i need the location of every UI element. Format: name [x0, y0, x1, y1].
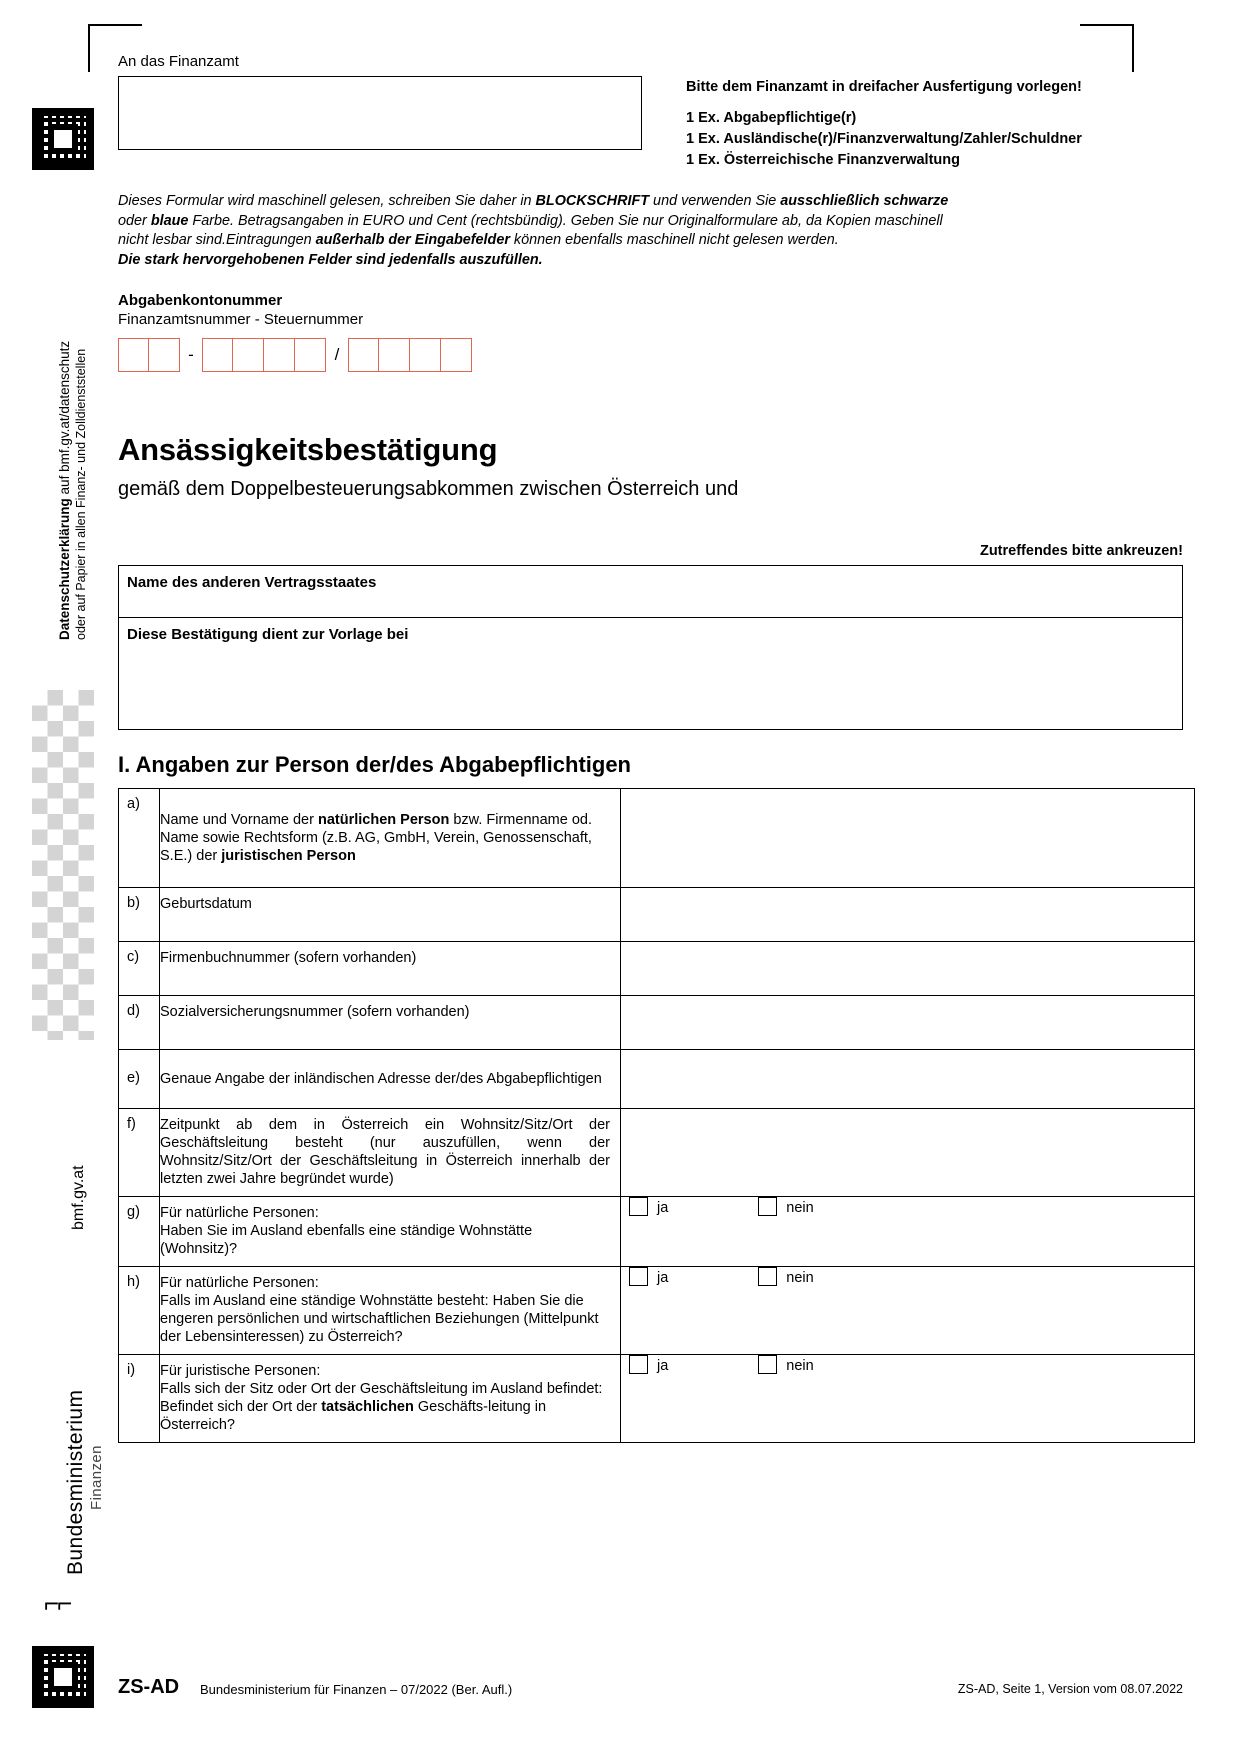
digit-cell[interactable] [348, 338, 379, 372]
steuernummer-group-1[interactable] [202, 338, 326, 372]
section-heading: I. Angaben zur Person der/des Abgabepflichtigen [118, 752, 631, 777]
contracting-state-label: Name des anderen Vertragsstaates [127, 574, 377, 591]
row-input[interactable] [621, 1050, 1195, 1109]
row-letter: e) [119, 1050, 160, 1109]
checker-strip [32, 690, 94, 1040]
row-letter: b) [119, 888, 160, 942]
checkbox-nein-label: nein [786, 1270, 814, 1286]
note-text: nicht lesbar sind.Eintragungen [118, 232, 316, 248]
row-letter: d) [119, 996, 160, 1050]
checkbox-nein[interactable] [758, 1355, 777, 1374]
table-row [119, 942, 1195, 996]
copy-item: 1 Ex. Abgabepflichtige(r) [686, 110, 857, 126]
note-text: Dieses Formular wird maschinell gelesen, schreiben Sie daher in [118, 193, 536, 209]
note-bold: Die stark hervorgehobenen Felder sind jedenfalls auszufüllen. [118, 251, 543, 268]
corner-mark-top-right [1080, 24, 1134, 72]
privacy-label: Datenschutzerklärung [57, 498, 72, 640]
row-label: Sozialversicherungsnummer (sofern vorhanden) [160, 996, 621, 1050]
copies-title: Bitte dem Finanzamt in dreifacher Ausfertigung vorlegen! [686, 79, 1082, 95]
row-input[interactable] [621, 789, 1195, 888]
note-text: oder [118, 212, 151, 229]
note-text: und verwenden Sie [649, 193, 781, 209]
contracting-state-field[interactable] [118, 565, 1183, 618]
note-bold: außerhalb der Eingabefelder [315, 232, 510, 248]
ministry-name-vertical: Bundesministerium [64, 1389, 87, 1575]
digit-cell[interactable] [410, 338, 441, 372]
finanzamt-label: An das Finanzamt [118, 53, 239, 70]
label-bold: natürlichen Person [317, 812, 450, 828]
checkbox-nein-label: nein [786, 1358, 814, 1374]
checkbox-nein[interactable] [758, 1267, 777, 1286]
table-row [119, 1267, 1195, 1355]
bmf-url-vertical: bmf.gv.at [70, 1165, 87, 1230]
copy-item: 1 Ex. Österreichische Finanzverwaltung [686, 152, 960, 168]
row-letter: c) [119, 942, 160, 996]
label-line: Falls im Ausland eine ständige Wohnstätte besteht: Haben Sie die engeren persönlichen und wirtschaftlichen Beziehungen (Mittelpunkt der Lebensinteressen) zu Österreich? [160, 1293, 599, 1345]
page-subtitle: gemäß dem Doppelbesteuerungsabkommen zwischen Österreich und [118, 478, 739, 500]
checkbox-nein-label: nein [786, 1200, 814, 1216]
privacy-url: auf bmf.gv.at/datenschutz [57, 340, 72, 499]
digit-cell[interactable] [441, 338, 472, 372]
label-text: Name und Vorname der [160, 812, 318, 828]
label-line: Für natürliche Personen: [160, 1205, 319, 1221]
table-row [119, 1197, 1195, 1267]
row-input[interactable] [621, 888, 1195, 942]
ministry-dept-vertical: Finanzen [88, 1445, 105, 1510]
checkbox-ja-label: ja [657, 1200, 669, 1216]
table-row [119, 996, 1195, 1050]
checkbox-nein[interactable] [758, 1197, 777, 1216]
label-text: Falls sich der Sitz oder Ort der Geschäftsleitung im Ausland befindet: Befindet sich der Ort der [160, 1381, 603, 1415]
digit-cell[interactable] [149, 338, 180, 372]
checkbox-ja[interactable] [629, 1355, 648, 1374]
checkbox-ja-label: ja [657, 1270, 669, 1286]
row-label [160, 1197, 621, 1267]
table-row [119, 789, 1195, 888]
row-label: Firmenbuchnummer (sofern vorhanden) [160, 942, 621, 996]
row-letter: i) [119, 1355, 160, 1443]
digit-cell[interactable] [233, 338, 264, 372]
page-title: Ansässigkeitsbestätigung [118, 432, 498, 467]
row-input[interactable] [621, 942, 1195, 996]
separator-slash: / [334, 345, 340, 364]
purpose-field[interactable] [118, 618, 1183, 730]
digit-cell[interactable] [379, 338, 410, 372]
label-bold: juristischen Person [221, 848, 356, 864]
form-version: ZS-AD, Seite 1, Version vom 08.07.2022 [957, 1682, 1183, 1696]
table-row [119, 1109, 1195, 1197]
note-text: können ebenfalls maschinell nicht gelesen werden. [509, 232, 839, 248]
label-line: Haben Sie im Ausland ebenfalls eine ständige Wohnstätte (Wohnsitz)? [160, 1223, 533, 1257]
account-number-title: Abgabenkontonummer [118, 292, 283, 309]
copy-item: 1 Ex. Ausländische(r)/Finanzverwaltung/Zahler/Schuldner [686, 131, 1082, 147]
row-label: Zeitpunkt ab dem in Österreich ein Wohnsitz/Sitz/Ort der Geschäftsleitung besteht (nur auszufüllen, wenn der Wohnsitz/Sitz/Ort der Geschäftsleitung in Österreich innerhalb der letzten zwei Jahre begründet wurde) [160, 1109, 621, 1197]
row-yesno [621, 1267, 1195, 1355]
digit-cell[interactable] [295, 338, 326, 372]
row-label: Genaue Angabe der inländischen Adresse der/des Abgabepflichtigen [160, 1050, 621, 1109]
table-row [119, 1050, 1195, 1109]
table-row [119, 1355, 1195, 1443]
digit-cell[interactable] [202, 338, 233, 372]
privacy-notice-vertical [57, 341, 89, 640]
purpose-label: Diese Bestätigung dient zur Vorlage bei [127, 626, 409, 643]
person-details-table [118, 788, 1195, 1443]
account-number-fields [118, 338, 472, 372]
label-line [160, 1380, 610, 1434]
row-input[interactable] [621, 1109, 1195, 1197]
note-bold: blaue [150, 212, 189, 229]
qr-code-icon [32, 108, 94, 170]
row-label [160, 1267, 621, 1355]
copies-note [686, 77, 1082, 171]
row-letter: f) [119, 1109, 160, 1197]
label-text: bzw. Firmenname od. Name sowie Rechtsform (z.B. AG, GmbH, Verein, Genossenschaft, S.E.) der [160, 812, 592, 864]
label-text: Geschäfts-leitung in Österreich? [160, 1399, 547, 1433]
note-text: Farbe. Betragsangaben in EURO und Cent (rechtsbündig). Geben Sie nur Originalformulare ab, da Kopien maschinell [188, 212, 943, 229]
digit-cell[interactable] [118, 338, 149, 372]
table-row [119, 888, 1195, 942]
digit-cell[interactable] [264, 338, 295, 372]
label-bold: tatsächlichen [321, 1399, 414, 1415]
steuernummer-group-2[interactable] [348, 338, 472, 372]
row-label: Geburtsdatum [160, 888, 621, 942]
checkbox-ja[interactable] [629, 1197, 648, 1216]
row-letter: h) [119, 1267, 160, 1355]
note-bold: ausschließlich schwarze [780, 193, 949, 209]
note-bold: BLOCKSCHRIFT [535, 193, 650, 209]
finanzamt-input[interactable] [118, 76, 642, 150]
row-letter: a) [119, 789, 160, 888]
finanzamt-number-group[interactable] [118, 338, 180, 372]
label-line: Für juristische Personen: [160, 1363, 321, 1379]
separator-dash: - [188, 345, 194, 364]
qr-code-icon [32, 1646, 94, 1708]
row-label [160, 1355, 621, 1443]
row-input[interactable] [621, 996, 1195, 1050]
account-number-subtitle: Finanzamtsnummer - Steuernummer [118, 311, 364, 328]
checkbox-ja[interactable] [629, 1267, 648, 1286]
privacy-line2: oder auf Papier in allen Finanz- und Zolldienststellen [74, 348, 88, 640]
checkbox-ja-label: ja [657, 1358, 669, 1374]
row-yesno [621, 1197, 1195, 1267]
row-label [160, 789, 621, 888]
row-letter: g) [119, 1197, 160, 1267]
row-yesno [621, 1355, 1195, 1443]
form-publisher: Bundesministerium für Finanzen – 07/2022 (Ber. Aufl.) [200, 1682, 513, 1697]
machine-reading-note [118, 192, 1183, 270]
form-code: ZS-AD [118, 1676, 180, 1698]
checkbox-instruction: Zutreffendes bitte ankreuzen! [979, 543, 1183, 559]
label-line: Für natürliche Personen: [160, 1275, 319, 1291]
flag-icon: ⌐⌐ [44, 1588, 71, 1618]
